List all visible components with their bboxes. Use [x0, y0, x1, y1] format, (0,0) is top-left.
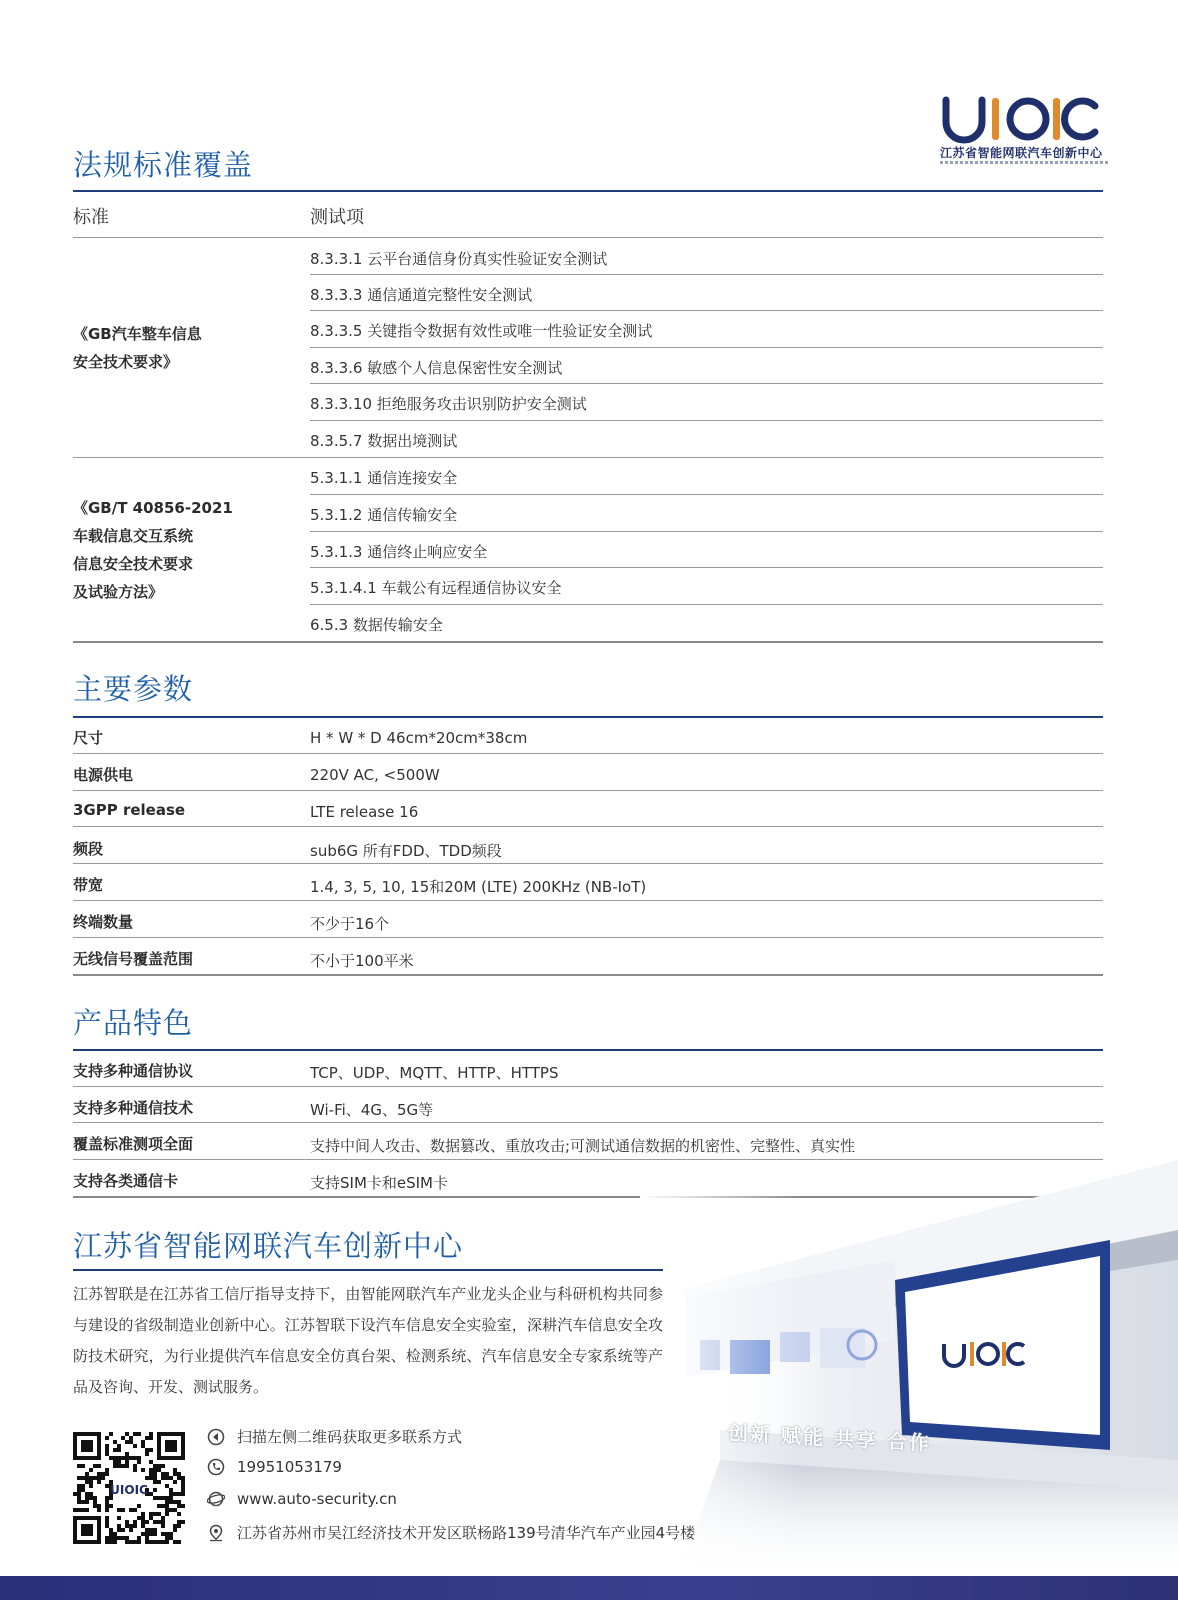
logo-subline — [940, 161, 1110, 164]
standard-line: 《GB/T 40856-2021 — [73, 499, 233, 517]
param-key: 带宽 — [73, 876, 104, 894]
phone-icon — [207, 1458, 225, 1476]
regulations-title: 法规标准覆盖 — [73, 148, 254, 182]
divider — [73, 937, 1103, 938]
header-test-item: 测试项 — [310, 207, 364, 228]
divider — [73, 1086, 1103, 1087]
param-value: 220V AC, <500W — [310, 766, 440, 784]
showroom-photo — [640, 1160, 1178, 1570]
param-key: 终端数量 — [73, 913, 134, 931]
test-item: 5.3.1.1 通信连接安全 — [310, 469, 458, 487]
standard-line: 安全技术要求》 — [73, 353, 179, 371]
about-text: 江苏智联是在江苏省工信厅指导支持下，由智能网联汽车产业龙头企业与科研机构共同参与建设的省级制造业创新中心。江苏智联下设汽车信息安全实验室，深耕汽车信息安全攻防技术研究，为行业提供汽车信息安全仿真台架、检测系统、汽车信息安全专家系统等产品及咨询、开发、测试服务。 — [73, 1285, 663, 1396]
param-value: 不少于16个 — [310, 915, 390, 933]
regulations-rule — [73, 190, 1103, 192]
brand-logo — [940, 92, 1110, 172]
feature-value: Wi-Fi、4G、5G等 — [310, 1101, 434, 1119]
divider — [310, 310, 1103, 311]
qr-pattern-icon — [73, 1432, 185, 1544]
wall-slogan: 创新 赋能 共享 合作 — [728, 1420, 931, 1456]
test-item: 5.3.1.2 通信传输安全 — [310, 506, 458, 524]
feature-value: TCP、UDP、MQTT、HTTP、HTTPS — [310, 1064, 559, 1082]
divider — [310, 531, 1103, 532]
features-title: 产品特色 — [73, 1006, 194, 1040]
divider — [310, 567, 1103, 568]
about-title: 江苏省智能网联汽车创新中心 — [73, 1229, 464, 1263]
test-item: 5.3.1.3 通信终止响应安全 — [310, 543, 488, 561]
divider — [310, 383, 1103, 384]
contact-address-text: 江苏省苏州市吴江经济技术开发区联杨路139号清华汽车产业园4号楼 — [237, 1524, 696, 1542]
test-item: 6.5.3 数据传输安全 — [310, 616, 443, 634]
feature-key: 支持多种通信技术 — [73, 1099, 194, 1117]
param-value: 不小于100平米 — [310, 952, 414, 970]
param-key: 无线信号覆盖范围 — [73, 950, 194, 968]
standard-gbt-40856 — [73, 494, 233, 606]
feature-key: 支持各类通信卡 — [73, 1172, 179, 1190]
params-title: 主要参数 — [73, 672, 194, 706]
param-key: 频段 — [73, 840, 104, 858]
contact-phone-text: 19951053179 — [237, 1458, 342, 1476]
svg-text:UIOIC: UIOIC — [110, 1483, 148, 1497]
test-item: 5.3.1.4.1 车载公有远程通信协议安全 — [310, 579, 562, 597]
test-item: 8.3.3.3 通信通道完整性安全测试 — [310, 286, 533, 304]
test-item: 8.3.3.10 拒绝服务攻击识别防护安全测试 — [310, 395, 587, 413]
param-value: LTE release 16 — [310, 803, 419, 821]
divider — [310, 347, 1103, 348]
contact-scan-text: 扫描左侧二维码获取更多联系方式 — [237, 1428, 463, 1446]
bottom-bar — [0, 1576, 1178, 1600]
divider — [73, 790, 1103, 791]
about-rule — [73, 1269, 663, 1271]
params-rule — [73, 716, 1103, 718]
divider — [73, 863, 1103, 864]
feature-value: 支持SIM卡和eSIM卡 — [310, 1174, 449, 1192]
divider — [310, 420, 1103, 421]
contact-website[interactable] — [207, 1490, 397, 1508]
contact-address — [207, 1522, 695, 1543]
divider — [310, 604, 1103, 605]
divider — [73, 974, 1103, 976]
divider — [73, 753, 1103, 754]
divider — [73, 237, 1103, 238]
standard-line: 车载信息交互系统 — [73, 527, 194, 545]
location-pin-icon — [207, 1524, 225, 1542]
contact-phone[interactable] — [207, 1458, 342, 1476]
test-item: 8.3.3.1 云平台通信身份真实性验证安全测试 — [310, 250, 608, 268]
param-value: 1.4, 3, 5, 10, 15和20M (LTE) 200KHz (NB-IoT) — [310, 878, 647, 896]
header-standard: 标准 — [73, 207, 109, 228]
feature-key: 覆盖标准测项全面 — [73, 1135, 194, 1153]
divider — [310, 274, 1103, 275]
divider — [73, 1122, 1103, 1123]
divider — [73, 900, 1103, 901]
contact-website-text: www.auto-security.cn — [237, 1490, 397, 1508]
standard-gb-vehicle — [73, 320, 202, 376]
qr-code[interactable] — [73, 1432, 185, 1544]
test-item: 8.3.3.5 关键指令数据有效性或唯一性验证安全测试 — [310, 322, 653, 340]
feature-value: 支持中间人攻击、数据篡改、重放攻击;可测试通信数据的机密性、完整性、真实性 — [310, 1137, 856, 1155]
divider — [73, 641, 1103, 643]
standard-line: 《GB汽车整车信息 — [73, 325, 202, 343]
contact-scan — [207, 1426, 462, 1447]
test-item: 8.3.3.6 敏感个人信息保密性安全测试 — [310, 359, 563, 377]
param-key: 3GPP release — [73, 801, 186, 819]
logo-name: 江苏省智能网联汽车创新中心 — [940, 146, 1103, 160]
logo-mark-icon — [940, 92, 1100, 144]
param-key: 电源供电 — [73, 766, 134, 784]
standard-line: 及试验方法》 — [73, 583, 164, 601]
param-value: sub6G 所有FDD、TDD频段 — [310, 842, 502, 860]
features-rule — [73, 1049, 1103, 1051]
standard-line: 信息安全技术要求 — [73, 555, 194, 573]
divider — [73, 826, 1103, 827]
feature-key: 支持多种通信协议 — [73, 1062, 194, 1080]
test-item: 8.3.5.7 数据出境测试 — [310, 432, 458, 450]
param-key: 尺寸 — [73, 729, 104, 747]
divider — [310, 494, 1103, 495]
arrow-circle-icon — [207, 1428, 225, 1446]
param-value: H * W * D 46cm*20cm*38cm — [310, 729, 528, 747]
globe-icon — [207, 1490, 225, 1508]
divider — [73, 457, 1103, 458]
